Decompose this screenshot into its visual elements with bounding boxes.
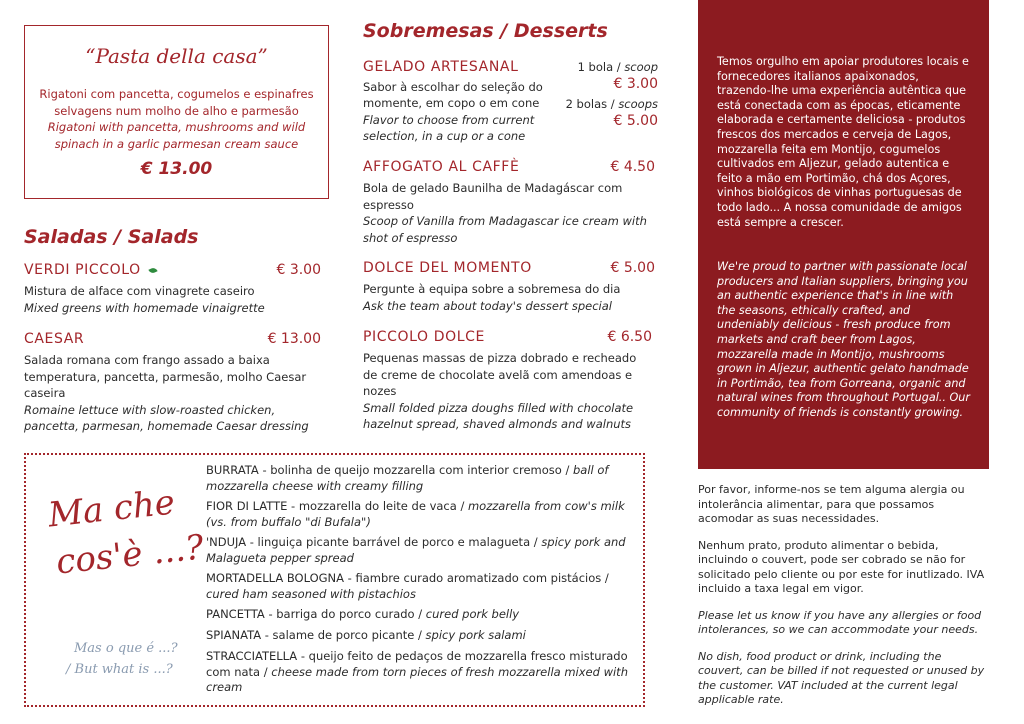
dessert-desc-en: Flavor to choose from current selection, in a cup or a cone [363,112,535,143]
glossary-def-en: spicy pork and Malagueta pepper spread [206,535,626,565]
allergy-note-pt: Por favor, informe-nos se tem alguma alergia ou intolerância alimentar, para que possamos acomodar as suas necessidades. [698,483,965,525]
gelato-options [566,59,658,129]
glossary-def-pt: - salame de porco picante / [261,628,426,642]
leaf-icon [148,267,157,275]
glossary-item [206,607,636,623]
dessert-item [363,329,652,433]
glossary-item [206,463,636,494]
allergy-note-en: Please let us know if you have any allergies or food intolerances, so we can accommodate your needs. [698,608,982,636]
pasta-della-casa-box [24,25,329,199]
salad-item [24,331,321,435]
salad-desc-pt: Mistura de alface com vinagrete caseiro [24,284,255,298]
dessert-desc-en: Scoop of Vanilla from Madagascar ice cream with shot of espresso [363,214,647,245]
salad-desc-en: Mixed greens with homemade vinaigrette [24,300,265,315]
dessert-item [363,159,655,246]
gelato-opt1-price: € 3.00 [613,75,658,92]
glossary-item [206,499,636,530]
glossary-term: STRACCIATELLA [206,649,298,663]
glossary-term: MORTADELLA BOLOGNA [206,571,345,585]
dessert-desc-pt: Sabor à escolhar do seleção do momente, em copo o em cone [363,79,543,110]
dessert-name: PICCOLO DOLCE [363,329,485,345]
salad-item [24,262,321,316]
glossary-def-en: cured pork belly [425,607,520,621]
gelato-opt1-label: 1 bola / [577,60,625,74]
glossary-title-line2: cos'è ...? [54,527,206,583]
pasta-desc-pt: Rigatoni com pancetta, cogumelos e espinafres selvagens num molho de alho e parmesão [39,87,314,118]
glossary-def-pt: - mozzarella do leite de vaca / [287,499,468,513]
pasta-price: € 13.00 [140,159,213,179]
glossary-def-pt: - fiambre curado aromatizado com pistácios / [344,571,609,585]
pasta-title: “Pasta della casa” [85,44,268,68]
salad-price: € 3.00 [276,262,321,278]
glossary-box [24,453,645,707]
salad-name: VERDI PICCOLO [24,262,141,278]
glossary-item [206,649,636,696]
glossary-def-en: spicy pork salami [425,628,526,642]
gelato-opt2-label: 2 bolas / [565,97,619,111]
charge-note-pt: Nenhum prato, produto alimentar o bebida, incluindo o couvert, pode ser cobrado se não for solicitado pelo cliente ou por este for inutlizado. IVA incluido a taxa legal em vigor. [698,538,985,595]
dessert-desc-pt: Pequenas massas de pizza dobrado e recheado de creme de chocolate avelã com amendoas e nozes [363,351,637,398]
glossary-def-en: ball of mozzarella cheese with creamy filling [206,463,609,493]
salad-desc-pt: Salada romana com frango assado a baixa temperatura, pancetta, parmesão, molho Caesar caseira [24,353,307,400]
dessert-price: € 5.00 [610,260,655,276]
glossary-sub-line1: Mas o que é ...? [74,641,178,656]
dessert-price: € 4.50 [610,159,655,175]
glossary-term: PANCETTA [206,607,265,621]
glossary-item [206,535,636,566]
dessert-desc-en: Small folded pizza doughs filled with chocolate hazelnut spread, shaved almonds and walnuts [363,400,634,431]
glossary-sub-line2: / But what is ...? [66,662,173,677]
glossary-def-en: mozzarella from cow's milk (vs. from buffalo "di Bufala") [206,499,625,529]
dessert-desc-pt: Pergunte à equipa sobre a sobremesa do dia [363,282,621,296]
salad-price: € 13.00 [267,331,321,347]
glossary-def-pt: - barriga do porco curado / [264,607,426,621]
dessert-name: DOLCE DEL MOMENTO [363,260,532,276]
about-panel [698,0,989,469]
about-text-pt: Temos orgulho em apoiar produtores locais e fornecedores italianos apaixonados, trazendo-lhe uma experiência autêntica que está conectada com as épocas, eticamente elaborada e certamente deliciosa - produtos frescos dos mercados e cerveja de Lagos, mozzarella feita em Montijo, cogumelos cultivados em Aljezur, gelado autentica e feito a mão em Portimão, chá dos Açores, vinhos biológicos de vinhas portuguesas de todo lado... A nossa comunidade de amigos está sempre a crescer. [717,55,969,229]
notes-block [698,483,990,708]
glossary-def-en: cured ham seasoned with pistachios [206,586,416,601]
glossary-def-pt: - queijo feito de pedaços de mozzarella fresco misturado com nata / [206,649,628,679]
glossary-item [206,628,636,644]
gelato-opt2-label-en: scoops [618,97,658,111]
gelato-opt2-price: € 5.00 [613,112,658,129]
glossary-def-en: cheese made from torn pieces of fresh mozzarella mixed with cream [206,664,628,694]
gelato-opt1-label-en: scoop [624,60,658,74]
salad-desc-en: Romaine lettuce with slow-roasted chicken, pancetta, parmesan, homemade Caesar dressing [24,402,309,433]
glossary-title-line1: Ma che [46,482,177,536]
glossary-term: SPIANATA [206,628,262,642]
glossary-def-pt: - bolinha de queijo mozzarella com interior cremoso / [258,463,573,477]
glossary-term: FIOR DI LATTE [206,499,288,513]
dessert-desc-en: Ask the team about today's dessert special [363,298,612,313]
dessert-desc-pt: Bola de gelado Baunilha de Madagáscar com espresso [363,181,623,212]
dessert-name: AFFOGATO AL CAFFÈ [363,159,520,175]
desserts-heading: Sobremesas / Desserts [363,20,608,42]
salad-name: CAESAR [24,331,85,347]
glossary-term: BURRATA [206,463,259,477]
glossary-def-pt: - linguiça picante barrável de porco e malagueta / [246,535,542,549]
dessert-name: GELADO ARTESANAL [363,59,519,75]
pasta-desc-en: Rigatoni with pancetta, mushrooms and wild spinach in a garlic parmesan cream sauce [47,120,306,151]
salads-heading: Saladas / Salads [24,226,199,248]
dessert-price: € 6.50 [607,329,652,345]
glossary-item [206,571,636,602]
dessert-item [363,260,655,314]
charge-note-en: No dish, food product or drink, including the couvert, can be billed if not requested or unused by the customer. VAT included at the current legal applicable rate. [698,649,985,706]
about-text-en: We're proud to partner with passionate local producers and Italian suppliers, bringing you an authentic experience that's in line with the seasons, ethically crafted, and undeniably delicious - fresh produce from markets and craft beer from Lagos, mozzarella made in Montijo, mushrooms grown in Aljezur, authentic gelato handmade in Portimão, tea from Gorreana, organic and natural wines from throughout Portugal.. Our community of friends is constantly growing. [717,260,970,419]
glossary-term: 'NDUJA [206,535,247,549]
dessert-item-gelato [363,59,658,145]
